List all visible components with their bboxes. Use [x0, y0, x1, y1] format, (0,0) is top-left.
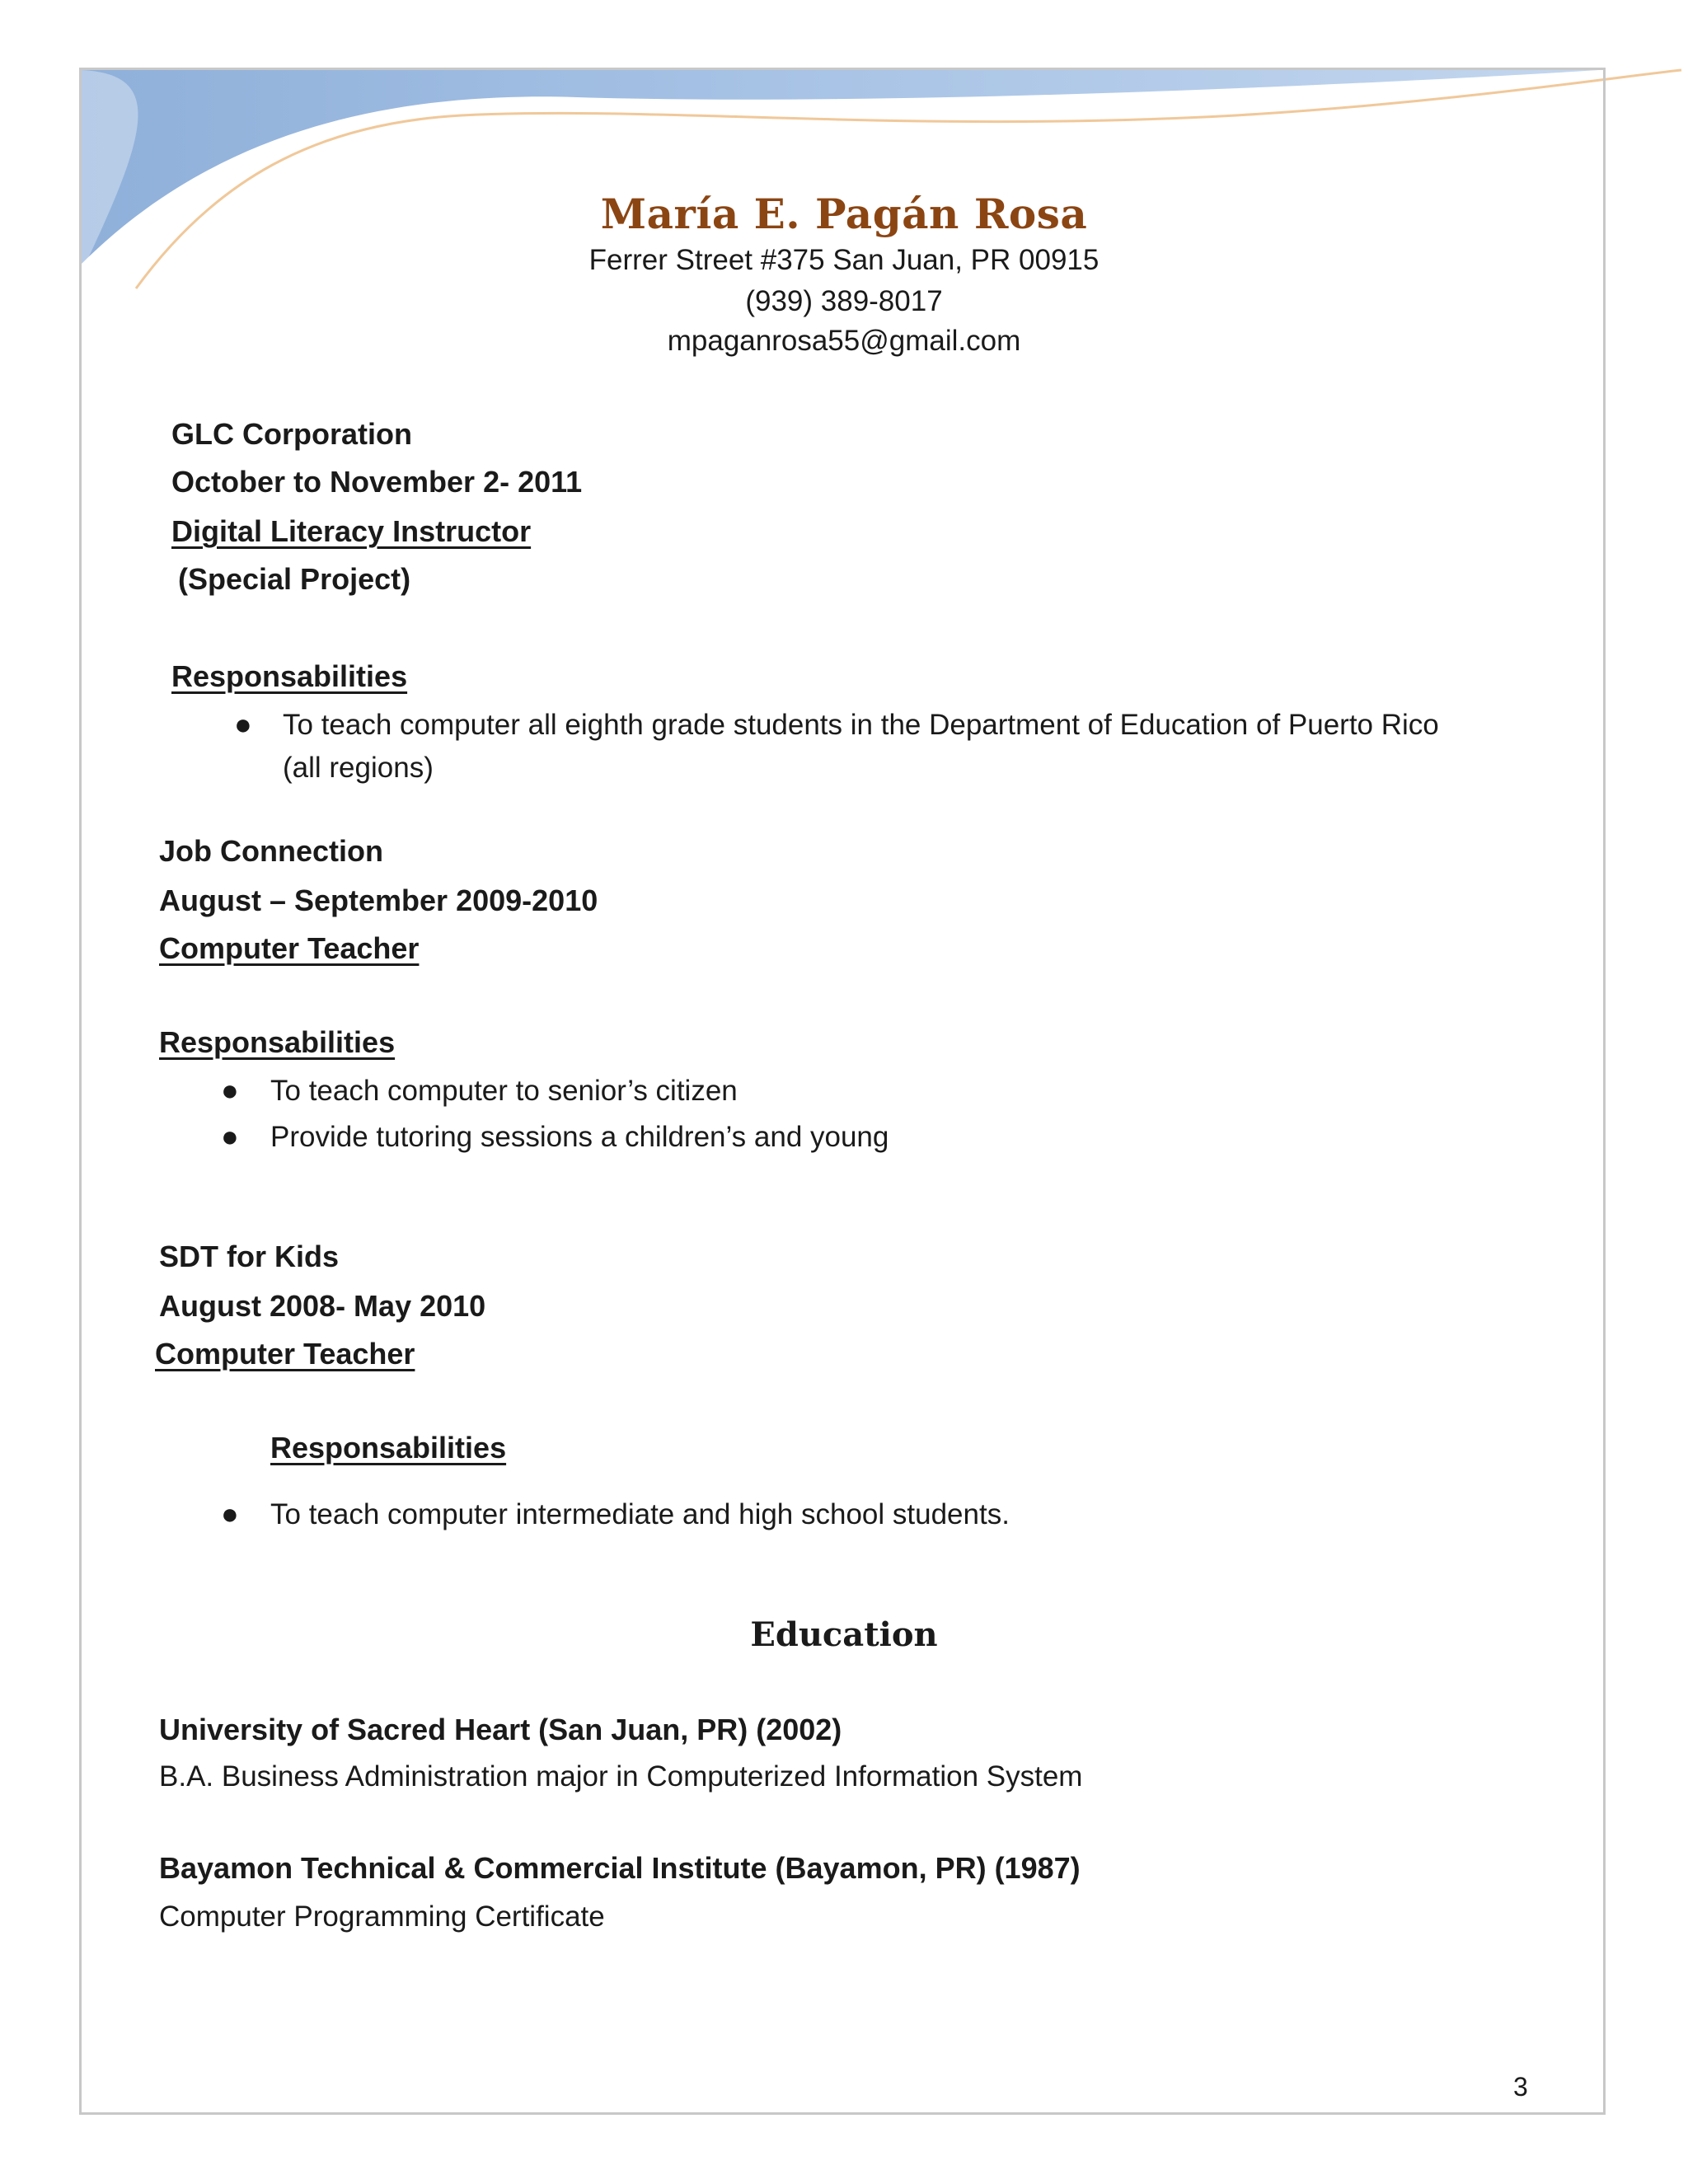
education-2-school: Bayamon Technical & Commercial Institute (Bayamon, PR) (1987): [159, 1851, 1081, 1885]
job-2-bullet-2-dot: ●: [221, 1119, 239, 1153]
job-2-dates: August – September 2009-2010: [159, 883, 598, 917]
job-2-title: Computer Teacher: [159, 931, 420, 965]
job-1-bullet-1-line2: (all regions): [283, 752, 434, 784]
education-2-detail: Computer Programming Certificate: [159, 1900, 605, 1933]
candidate-name: María E. Pagán Rosa: [600, 190, 1088, 238]
job-3-company: SDT for Kids: [159, 1240, 340, 1273]
job-3-bullet-1-dot: ●: [221, 1497, 239, 1530]
job-1-dates: October to November 2- 2011: [171, 465, 583, 499]
job-3-title: Computer Teacher: [155, 1337, 415, 1371]
job-2-bullet-1: To teach computer to senior’s citizen: [270, 1075, 738, 1107]
job-1-note: (Special Project): [178, 562, 411, 596]
job-1-bullet-1-dot: ●: [234, 707, 252, 741]
job-1-title: Digital Literacy Instructor: [171, 514, 532, 548]
phone: (939) 389-8017: [745, 285, 943, 317]
job-1-company: GLC Corporation: [171, 417, 412, 451]
job-3-responsibilities-label: Responsabilities: [270, 1431, 507, 1465]
job-1-bullet-1-line1: To teach computer all eighth grade students in the Department of Education of Puerto Rico: [283, 709, 1439, 741]
job-2-company: Job Connection: [159, 834, 383, 868]
education-heading: Education: [750, 1615, 938, 1654]
job-3-dates: August 2008- May 2010: [159, 1289, 486, 1323]
job-1-responsibilities-label: Responsabilities: [171, 659, 408, 693]
job-2-bullet-1-dot: ●: [221, 1073, 239, 1107]
job-3-bullet-1: To teach computer intermediate and high school students.: [270, 1498, 1010, 1530]
job-2-bullet-2: Provide tutoring sessions a children’s and young: [270, 1121, 889, 1153]
education-1-school: University of Sacred Heart (San Juan, PR) (2002): [159, 1713, 842, 1746]
page-number: 3: [1513, 2072, 1528, 2102]
education-1-detail: B.A. Business Administration major in Computerized Information System: [159, 1760, 1083, 1793]
address: Ferrer Street #375 San Juan, PR 00915: [588, 244, 1100, 276]
job-2-responsibilities-label: Responsabilities: [159, 1025, 396, 1059]
email: mpaganrosa55@gmail.com: [667, 325, 1021, 357]
